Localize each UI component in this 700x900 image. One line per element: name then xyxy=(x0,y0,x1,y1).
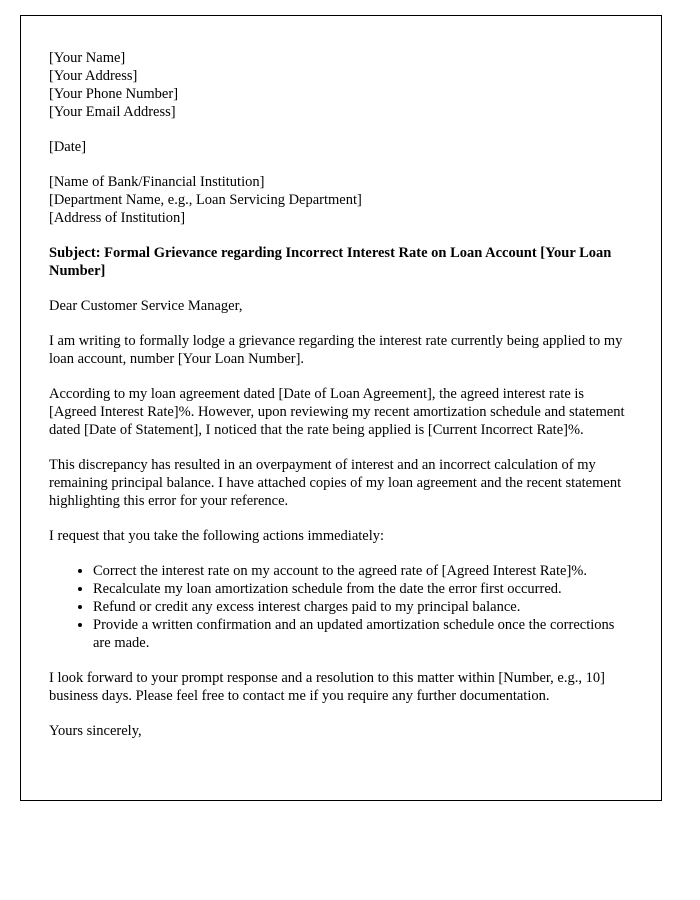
sender-phone: [Your Phone Number] xyxy=(49,86,179,102)
action-item-recalculate: • Recalculate my loan amortization schedule from the date the error first occurred. xyxy=(93,580,633,598)
paragraph-discrepancy: This discrepancy has resulted in an overpayment of interest and an incorrect calculation of my remaining principal balance. I have attached copies of my loan agreement and the recent statement highlighting this error for your reference. xyxy=(49,457,622,509)
recipient-address: [Address of Institution] xyxy=(49,210,186,226)
sender-block xyxy=(49,49,633,121)
recipient-department: [Department Name, e.g., Loan Servicing Department] xyxy=(49,192,362,208)
action-item-refund: • Refund or credit any excess interest charges paid to my principal balance. xyxy=(93,598,633,616)
paragraph-intro: I am writing to formally lodge a grievance regarding the interest rate currently being applied to my loan account, number [Your Loan Number]. xyxy=(49,333,623,367)
letter-date: [Date] xyxy=(49,139,87,155)
letter-page xyxy=(20,15,662,801)
sender-address: [Your Address] xyxy=(49,68,138,84)
action-item-correct-rate: • Correct the interest rate on my account to the agreed rate of [Agreed Interest Rate]%. xyxy=(93,562,633,580)
date-block xyxy=(49,138,633,156)
sender-name: [Your Name] xyxy=(49,50,126,66)
sender-email: [Your Email Address] xyxy=(49,104,176,120)
recipient-institution: [Name of Bank/Financial Institution] xyxy=(49,174,265,190)
signoff: Yours sincerely, xyxy=(49,723,142,739)
action-list xyxy=(49,562,633,652)
recipient-block xyxy=(49,173,633,227)
paragraph-request-intro: I request that you take the following actions immediately: xyxy=(49,528,385,544)
paragraph-closing: I look forward to your prompt response and a resolution to this matter within [Number, e.g., 10] business days. Please feel free to contact me if you require any further documentation. xyxy=(49,670,605,704)
subject-line: Subject: Formal Grievance regarding Incorrect Interest Rate on Loan Account [Your Loan Number] xyxy=(49,245,612,279)
paragraph-agreement: According to my loan agreement dated [Date of Loan Agreement], the agreed interest rate is [Agreed Interest Rate]%. However, upon reviewing my recent amortization schedule and statement dated [Date of Statement], I noticed that the rate being applied is [Current Incorrect Rate]%. xyxy=(49,386,625,438)
action-item-confirmation: • Provide a written confirmation and an updated amortization schedule once the corrections are made. xyxy=(93,616,633,652)
salutation: Dear Customer Service Manager, xyxy=(49,298,243,314)
